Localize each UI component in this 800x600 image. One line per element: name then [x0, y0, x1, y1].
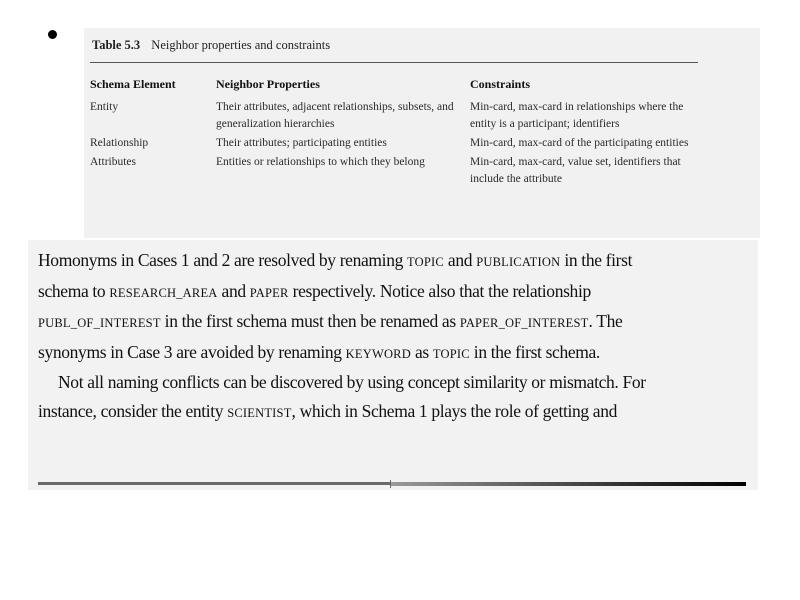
bullet-point [48, 30, 57, 39]
table-row [90, 135, 710, 154]
text-run: , which in Schema 1 plays the role of getting and [291, 400, 618, 421]
concept-name: PUBLICATION [476, 255, 561, 269]
table-cell: Entities or relationships to which they belong [216, 156, 425, 168]
concept-name: RESEARCH_AREA [109, 285, 218, 300]
column-header: Schema Element [90, 77, 176, 91]
table-cell: Entity [90, 101, 119, 113]
page-bottom-rule [391, 482, 746, 486]
text-run: and [443, 250, 477, 270]
column-header: Neighbor Properties [216, 77, 320, 91]
paragraph-naming-conflicts [38, 368, 678, 427]
paragraph-homonyms [38, 246, 678, 368]
concept-name: PUBL_OF_INTEREST [38, 316, 161, 330]
text-run: in the first schema to [38, 250, 633, 301]
table-cell: Min-card, max-card of the participating entities [470, 137, 689, 149]
concept-name: PAPER_OF_INTEREST [459, 316, 589, 330]
text-run: and [217, 280, 250, 301]
column-header: Constraints [470, 77, 531, 91]
caption-rule [90, 62, 698, 63]
text-run: . The synonyms in Case 3 are avoided by renaming [38, 311, 623, 362]
text-run: as [410, 341, 433, 362]
neighbor-properties-table [90, 76, 710, 190]
concept-name: PAPER [249, 285, 289, 300]
table-cell: Min-card, max-card in relationships where the entity is a participant; identifiers [470, 101, 684, 130]
text-run: in the first schema must then be renamed as [160, 311, 460, 331]
table-header-row [90, 76, 710, 99]
table-number: Table 5.3 [92, 38, 141, 52]
table-caption [92, 38, 330, 53]
table-cell: Their attributes, adjacent relationships, subsets, and generalization hierarchies [216, 101, 454, 130]
table-row [90, 99, 710, 135]
table-cell: Attributes [90, 156, 136, 168]
concept-name: TOPIC [407, 255, 444, 269]
table-cell: Their attributes; participating entities [216, 137, 387, 149]
text-run: Not all naming conflicts can be discovered by using concept similarity or mismatch. For instance, consider the entity [38, 372, 646, 421]
table-row [90, 154, 710, 190]
table-cell: Min-card, max-card, value set, identifiers that include the attribute [470, 156, 681, 185]
page-bottom-rule [38, 482, 390, 485]
text-run: in the first schema. [469, 341, 600, 362]
concept-name: KEYWORD [345, 346, 411, 361]
body-text [38, 246, 678, 427]
table-cell: Relationship [90, 137, 149, 149]
concept-name: TOPIC [432, 346, 470, 361]
text-run: respectively. Notice also that the relationship [288, 280, 591, 301]
text-run: Homonyms in Cases 1 and 2 are resolved by renaming [38, 250, 408, 270]
table-title: Neighbor properties and constraints [151, 38, 331, 52]
concept-name: SCIENTIST [227, 405, 292, 420]
